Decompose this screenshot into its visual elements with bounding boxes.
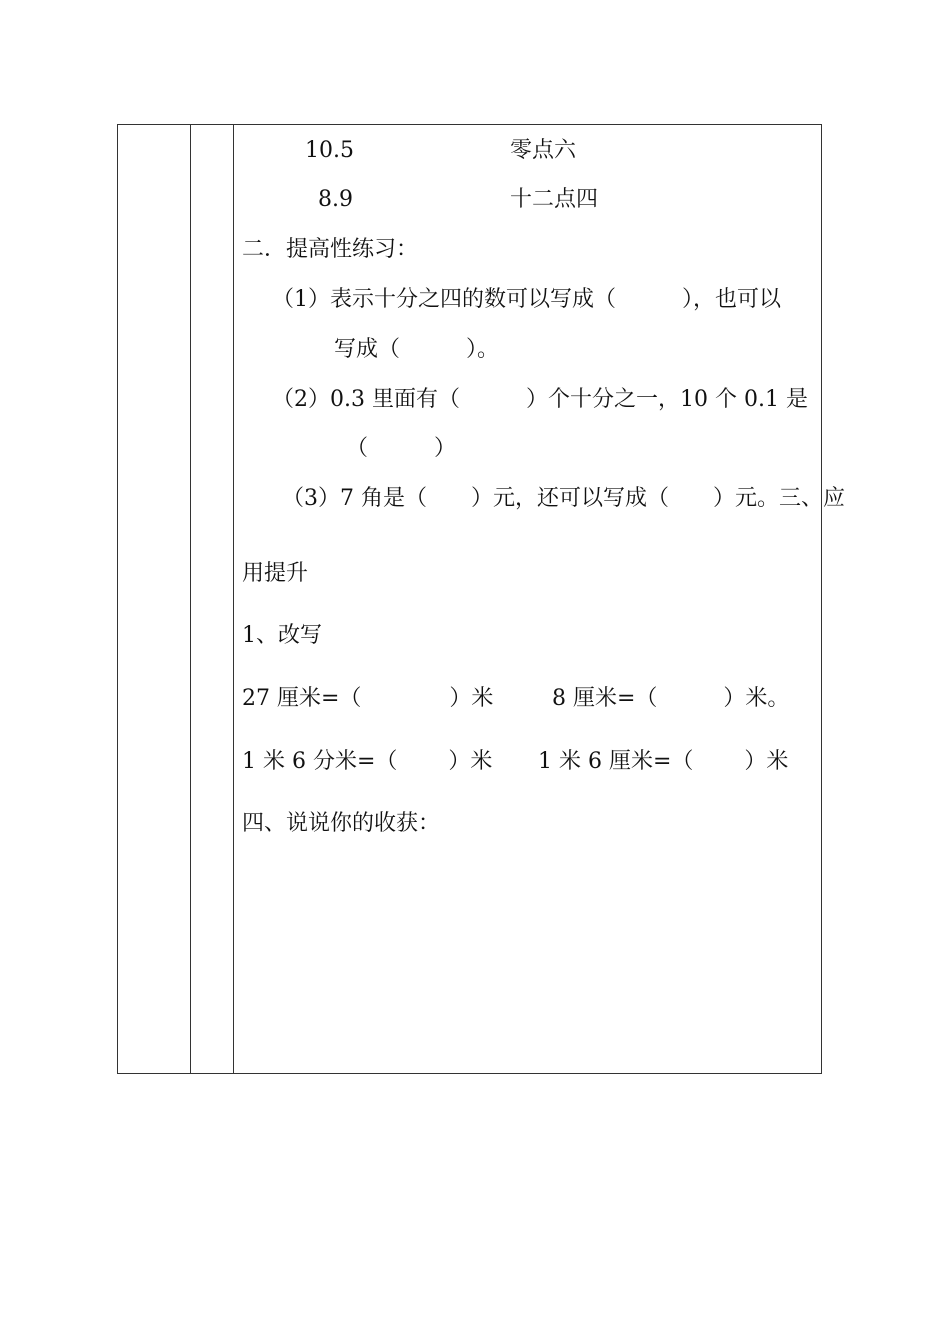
rewrite-row-2-right: 1 米 6 厘米=（ ）米: [538, 749, 789, 774]
rewrite-row-2-left: 1 米 6 分米=（ ）米: [242, 749, 493, 774]
section4-heading: 四、说说你的收获：: [242, 811, 441, 836]
lesson-table: [117, 124, 822, 1074]
question-3-line-2: 用提升: [242, 561, 309, 586]
question-1-line-2: 写成（ ）。: [334, 337, 500, 362]
decimal-10-5: 10.5: [305, 138, 354, 163]
section2-heading: 二．提高性练习：: [242, 237, 419, 262]
question-1-line-1: （1）表示十分之四的数可以写成（ ），也可以: [272, 287, 781, 312]
reading-shi-er-dian-si: 十二点四: [510, 187, 599, 212]
question-2-line-1: （2）0.3 里面有（ ）个十分之一，10 个 0.1 是: [272, 387, 808, 412]
rewrite-item-title: 1、改写: [242, 623, 322, 648]
rewrite-row-1-right: 8 厘米=（ ）米。: [552, 686, 790, 711]
question-3-line-1: （3）7 角是（ ）元，还可以写成（ ）元。三、应: [282, 486, 845, 511]
decimal-8-9: 8.9: [318, 187, 353, 212]
question-2-line-2: （ ）: [346, 436, 457, 461]
column-divider-1: [190, 125, 191, 1073]
reading-ling-dian-liu: 零点六: [510, 138, 577, 163]
column-divider-2: [233, 125, 234, 1073]
rewrite-row-1-left: 27 厘米=（ ）米: [242, 686, 494, 711]
